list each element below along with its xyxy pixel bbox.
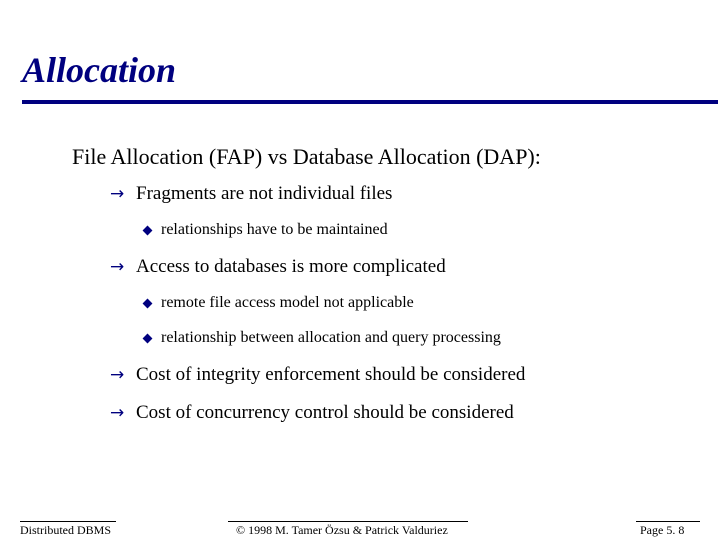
footer-course-name: Distributed DBMS: [20, 523, 112, 537]
point-text: Cost of concurrency control should be considered: [136, 402, 514, 423]
point-text: Cost of integrity enforcement should be considered: [136, 364, 526, 385]
arrow-icon: →: [110, 184, 125, 204]
point-text: Access to databases is more complicated: [136, 256, 446, 277]
diamond-bullet-icon: [143, 333, 153, 343]
footer-page-number: Page 5. 8: [640, 523, 685, 537]
subpoint-2-2: [142, 328, 501, 348]
slide-title: Allocation: [22, 50, 177, 90]
point-text: Fragments are not individual files: [136, 183, 393, 204]
diamond-bullet-icon: [143, 298, 153, 308]
footer-copyright: © 1998 M. Tamer Özsu & Patrick Valduriez: [236, 523, 448, 537]
diamond-bullet-icon: [143, 225, 153, 235]
arrow-icon: →: [110, 257, 125, 277]
subpoint-1-1: [142, 220, 388, 240]
main-heading: File Allocation (FAP) vs Database Allocation (DAP):: [72, 144, 541, 169]
point-2: [110, 255, 446, 279]
point-1: [110, 182, 392, 206]
subpoint-text: relationship between allocation and query processing: [161, 329, 501, 346]
point-3: [110, 363, 525, 387]
point-4: [110, 401, 514, 425]
arrow-icon: →: [110, 403, 125, 423]
subpoint-2-1: [142, 293, 414, 313]
title-underline: [22, 100, 718, 104]
subpoint-text: remote file access model not applicable: [161, 294, 414, 311]
arrow-icon: →: [110, 365, 125, 385]
subpoint-text: relationships have to be maintained: [161, 221, 388, 238]
